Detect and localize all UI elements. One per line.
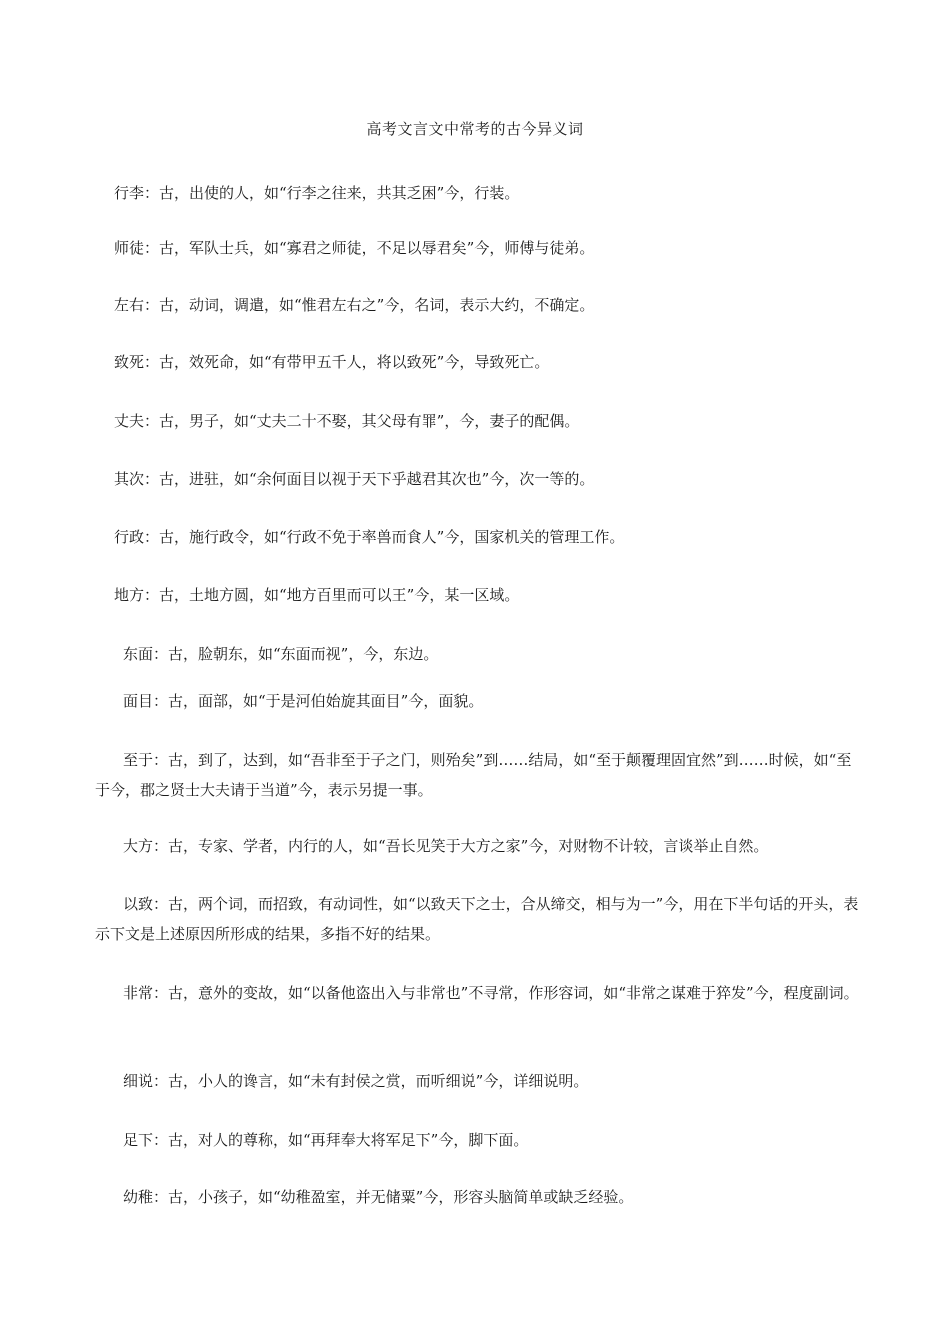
entry-difang: 地方：古，土地方圆，如“地方百里而可以王”今，某一区域。 (114, 586, 520, 604)
entry-zhiyu: 至于：古，到了，达到，如“吾非至于子之门，则殆矣”到……结局，如“至于颠覆理固宜然”到……时候，如“至于今，郡之贤士大夫请于当道”今，表示另提一事。 (95, 751, 852, 799)
entry-dafang: 大方：古，专家、学者，内行的人，如“吾长见笑于大方之家”今，对财物不计较，言谈举止自然。 (123, 837, 769, 855)
entry-zhangfu: 丈夫：古，男子，如“丈夫二十不娶，其父母有罪”，今，妻子的配偶。 (114, 412, 580, 430)
entry-dongmian: 东面：古，脸朝东，如“东面而视”，今，东边。 (123, 645, 439, 663)
entry-shitu: 师徒：古，军队士兵，如“寡君之师徒，不足以辱君矣”今，师傅与徒弟。 (114, 239, 595, 257)
entry-youzhi: 幼稚：古，小孩子，如“幼稚盈室，并无储粟”今，形容头脑简单或缺乏经验。 (123, 1188, 634, 1206)
entry-zuoyou: 左右：古，动词，调遣，如“惟君左右之”今，名词，表示大约，不确定。 (114, 296, 595, 314)
entry-yizhi: 以致：古，两个词，而招致，有动词性，如“以致天下之士，合从缔交，相与为一”今，用在下半句话的开头，表示下文是上述原因所形成的结果，多指不好的结果。 (95, 895, 859, 943)
entry-xishuo: 细说：古，小人的谗言，如“未有封侯之赏，而听细说”今，详细说明。 (123, 1072, 589, 1090)
entry-qici: 其次：古，进驻，如“余何面目以视于天下乎越君其次也”今，次一等的。 (114, 470, 595, 488)
entry-mianmu: 面目：古，面部，如“于是河伯始旋其面目”今，面貌。 (123, 692, 484, 710)
entry-feichang: 非常：古，意外的变故，如“以备他盗出入与非常也”不寻常，作形容词，如“非常之谋难于猝发”今，程度副词。 (123, 984, 859, 1002)
entry-xingzheng: 行政：古，施行政令，如“行政不免于率兽而食人”今，国家机关的管理工作。 (114, 528, 625, 546)
entry-zuxia: 足下：古，对人的尊称，如“再拜奉大将军足下”今，脚下面。 (123, 1131, 529, 1149)
entry-zhisi: 致死：古，效死命，如“有带甲五千人，将以致死”今，导致死亡。 (114, 353, 550, 371)
document-title: 高考文言文中常考的古今异义词 (366, 120, 584, 138)
entry-xingli: 行李：古，出使的人，如“行李之往来，共其乏困”今，行装。 (114, 184, 520, 202)
